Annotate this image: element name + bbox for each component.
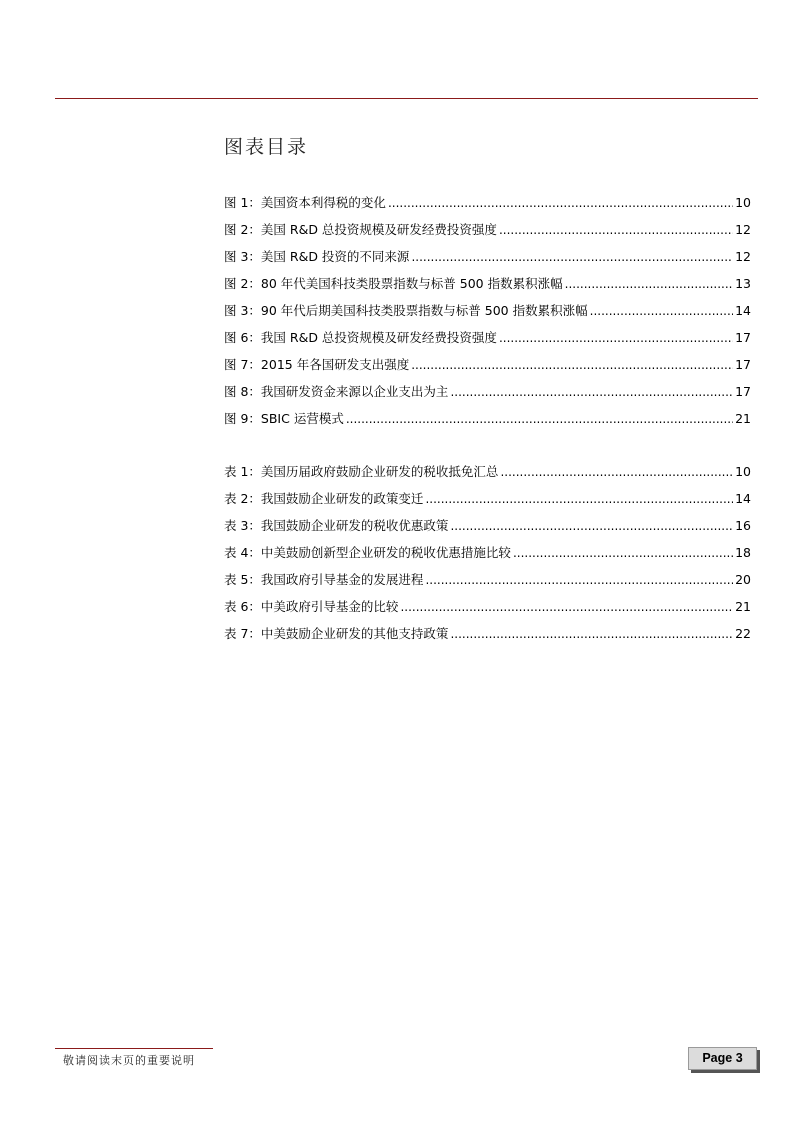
leader-dots <box>590 304 733 318</box>
toc-entry-table-3[interactable] <box>224 516 751 543</box>
toc-entry-page: 10 <box>735 195 751 210</box>
leader-dots <box>400 600 733 614</box>
leader-dots <box>499 331 733 345</box>
toc-entry-table-7[interactable] <box>224 624 751 651</box>
toc-entry-page: 18 <box>735 545 751 560</box>
leader-dots <box>411 358 733 372</box>
toc-entry-figure-8[interactable] <box>224 382 751 409</box>
toc-entry-page: 14 <box>735 303 751 318</box>
toc-entry-figure-1[interactable] <box>224 193 751 220</box>
toc-entry-label: 表 4：中美鼓励创新型企业研发的税收优惠措施比较 <box>224 545 511 560</box>
toc-entry-page: 21 <box>735 599 751 614</box>
toc-entry-page: 20 <box>735 572 751 587</box>
leader-dots <box>450 385 733 399</box>
toc-entry-figure-5[interactable] <box>224 301 751 328</box>
toc-entry-page: 10 <box>735 464 751 479</box>
leader-dots <box>513 546 733 560</box>
toc-entry-page: 14 <box>735 491 751 506</box>
toc-entry-page: 13 <box>735 276 751 291</box>
toc-entry-page: 12 <box>735 222 751 237</box>
leader-dots <box>346 412 733 426</box>
toc-entry-label: 图 8：我国研发资金来源以企业支出为主 <box>224 384 449 399</box>
toc-entry-page: 22 <box>735 626 751 641</box>
figure-list <box>224 193 751 436</box>
toc-entry-label: 图 6：我国 R&D 总投资规模及研发经费投资强度 <box>224 330 497 345</box>
toc-entry-table-2[interactable] <box>224 489 751 516</box>
leader-dots <box>425 573 733 587</box>
toc-entry-table-4[interactable] <box>224 543 751 570</box>
toc-entry-label: 表 2：我国鼓励企业研发的政策变迁 <box>224 491 424 506</box>
toc-entry-label: 表 5：我国政府引导基金的发展进程 <box>224 572 424 587</box>
leader-dots <box>499 223 733 237</box>
toc-entry-label: 表 1：美国历届政府鼓励企业研发的税收抵免汇总 <box>224 464 499 479</box>
toc-entry-label: 表 7：中美鼓励企业研发的其他支持政策 <box>224 626 449 641</box>
table-list <box>224 462 751 651</box>
toc-entry-label: 表 6：中美政府引导基金的比较 <box>224 599 399 614</box>
leader-dots <box>500 465 733 479</box>
toc-entry-table-6[interactable] <box>224 597 751 624</box>
toc-entry-page: 17 <box>735 384 751 399</box>
toc-entry-page: 12 <box>735 249 751 264</box>
toc-entry-page: 17 <box>735 357 751 372</box>
leader-dots <box>450 627 733 641</box>
footer-rule <box>55 1048 213 1049</box>
toc-entry-figure-7[interactable] <box>224 355 751 382</box>
toc-entry-figure-3[interactable] <box>224 247 751 274</box>
toc-entry-label: 图 3：90 年代后期美国科技类股票指数与标普 500 指数累积涨幅 <box>224 303 588 318</box>
toc-heading: 图表目录 <box>224 136 309 158</box>
header-rule <box>55 98 758 99</box>
toc-entry-table-1[interactable] <box>224 462 751 489</box>
toc-entry-figure-9[interactable] <box>224 409 751 436</box>
toc-entry-figure-4[interactable] <box>224 274 751 301</box>
toc-entry-label: 图 9：SBIC 运营模式 <box>224 411 344 426</box>
leader-dots <box>450 519 733 533</box>
toc-entry-page: 21 <box>735 411 751 426</box>
footer-disclaimer-note: 敬请阅读末页的重要说明 <box>63 1054 195 1067</box>
toc-entry-figure-2[interactable] <box>224 220 751 247</box>
toc-entry-label: 图 3：美国 R&D 投资的不同来源 <box>224 249 410 264</box>
toc-entry-page: 16 <box>735 518 751 533</box>
toc-entry-label: 表 3：我国鼓励企业研发的税收优惠政策 <box>224 518 449 533</box>
leader-dots <box>425 492 733 506</box>
toc-entry-page: 17 <box>735 330 751 345</box>
toc-entry-table-5[interactable] <box>224 570 751 597</box>
leader-dots <box>565 277 733 291</box>
toc-entry-label: 图 2：80 年代美国科技类股票指数与标普 500 指数累积涨幅 <box>224 276 563 291</box>
page-number-badge: Page 3 <box>688 1047 757 1070</box>
toc-entry-figure-6[interactable] <box>224 328 751 355</box>
leader-dots <box>388 196 733 210</box>
toc-entry-label: 图 7：2015 年各国研发支出强度 <box>224 357 410 372</box>
leader-dots <box>411 250 733 264</box>
toc-entry-label: 图 1：美国资本利得税的变化 <box>224 195 386 210</box>
toc-entry-label: 图 2：美国 R&D 总投资规模及研发经费投资强度 <box>224 222 497 237</box>
